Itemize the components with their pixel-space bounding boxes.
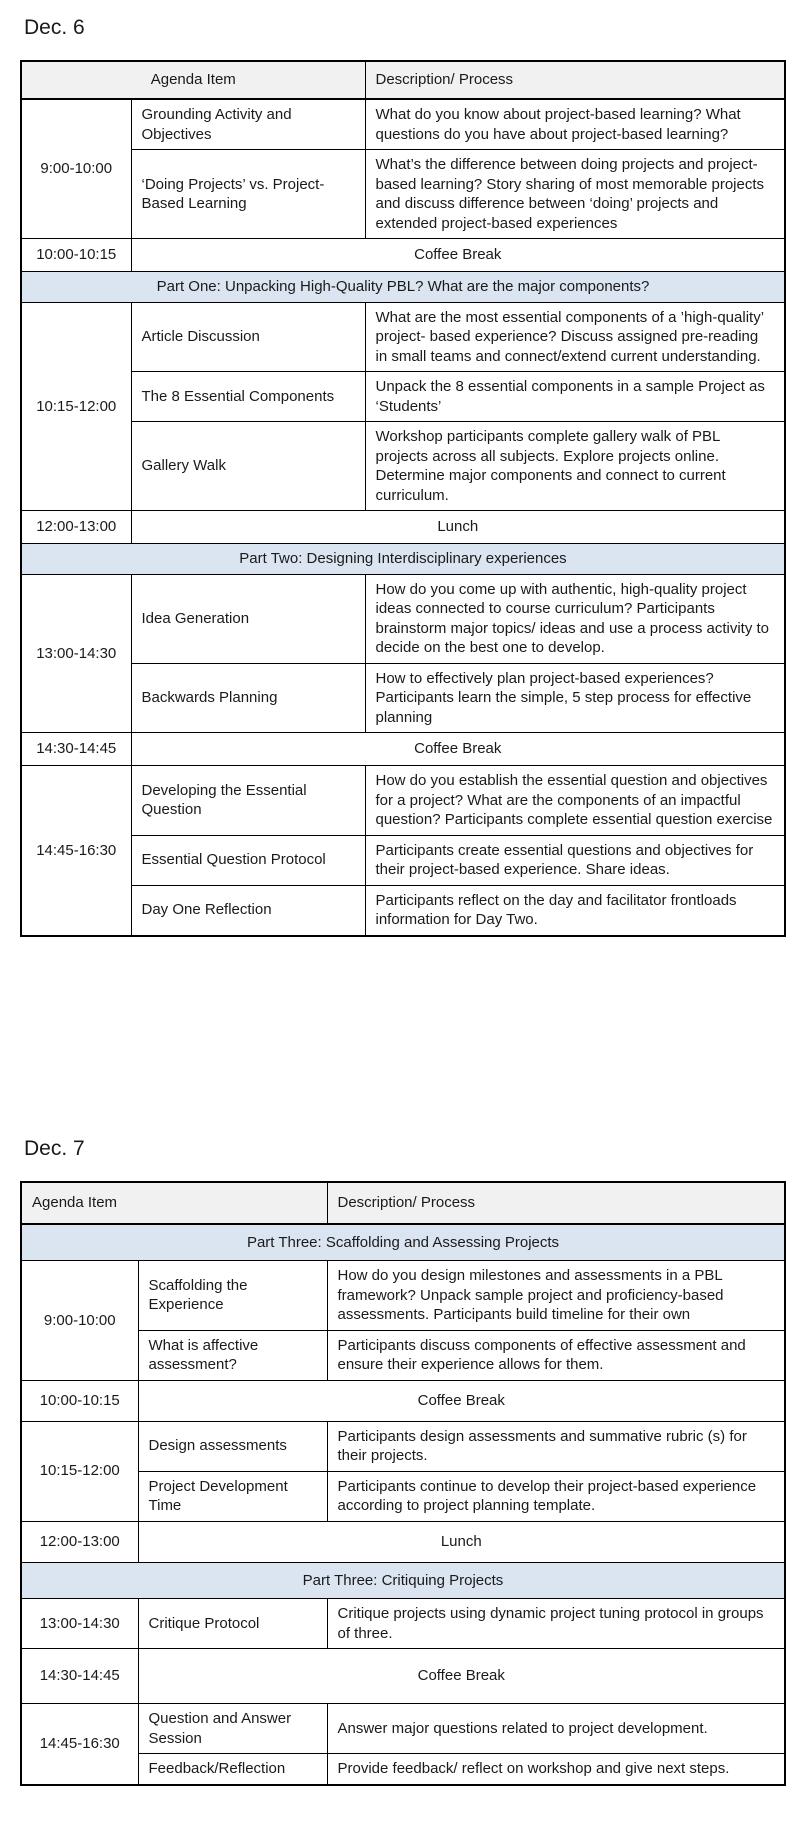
description-cell: What do you know about project-based learning? What questions do you have about project-based learning? bbox=[365, 99, 785, 150]
section-row bbox=[21, 1562, 785, 1599]
day2-agenda-table bbox=[20, 1181, 786, 1786]
table-row bbox=[21, 422, 785, 511]
description-cell: Provide feedback/ reflect on workshop and give next steps. bbox=[327, 1754, 785, 1785]
agenda-item-cell: Essential Question Protocol bbox=[131, 835, 365, 885]
agenda-item-cell: ‘Doing Projects’ vs. Project-Based Learning bbox=[131, 150, 365, 239]
header-cell-description: Description/ Process bbox=[327, 1182, 785, 1224]
description-cell: What are the most essential components of a ’high-quality’ project- based experience? Discuss assigned pre-reading in small teams and connect/extend current understanding. bbox=[365, 302, 785, 372]
table-header-row bbox=[21, 1182, 785, 1224]
table-row bbox=[21, 1261, 785, 1331]
break-row bbox=[21, 239, 785, 272]
description-cell: How to effectively plan project-based experiences? Participants learn the simple, 5 step process for effective planning bbox=[365, 663, 785, 733]
table-row bbox=[21, 885, 785, 936]
time-cell: 10:15-12:00 bbox=[21, 302, 131, 511]
agenda-item-cell: Idea Generation bbox=[131, 574, 365, 663]
break-label-cell: Coffee Break bbox=[131, 733, 785, 766]
time-cell: 10:00-10:15 bbox=[21, 239, 131, 272]
break-row bbox=[21, 733, 785, 766]
day2-title: Dec. 7 bbox=[24, 1136, 85, 1160]
header-cell-description: Description/ Process bbox=[365, 61, 785, 99]
description-cell: Workshop participants complete gallery walk of PBL projects across all subjects. Explore projects online. Determine major components and connect to current curriculum. bbox=[365, 422, 785, 511]
break-label-cell: Coffee Break bbox=[131, 239, 785, 272]
description-cell: What’s the difference between doing projects and project-based learning? Story sharing of most memorable projects and discuss difference between ‘doing’ projects and extended project-based experiences bbox=[365, 150, 785, 239]
table-row bbox=[21, 663, 785, 733]
section-row bbox=[21, 272, 785, 303]
time-cell: 13:00-14:30 bbox=[21, 574, 131, 733]
break-label-cell: Lunch bbox=[131, 511, 785, 544]
agenda-item-cell: Scaffolding the Experience bbox=[138, 1261, 327, 1331]
time-cell: 9:00-10:00 bbox=[21, 1261, 138, 1381]
agenda-item-cell: Day One Reflection bbox=[131, 885, 365, 936]
table-row bbox=[21, 372, 785, 422]
agenda-item-cell: Critique Protocol bbox=[138, 1599, 327, 1649]
section-header-cell: Part Three: Scaffolding and Assessing Projects bbox=[21, 1224, 785, 1261]
time-cell: 14:30-14:45 bbox=[21, 733, 131, 766]
table-row bbox=[21, 574, 785, 663]
description-cell: How do you come up with authentic, high-quality project ideas connected to course curriculum? Participants brainstorm major topics/ ideas and use a process activity to decide on the best one to develop. bbox=[365, 574, 785, 663]
break-label-cell: Coffee Break bbox=[138, 1380, 785, 1421]
description-cell: Participants discuss components of effective assessment and ensure their experience allows for them. bbox=[327, 1330, 785, 1380]
header-cell-agenda: Agenda Item bbox=[21, 61, 365, 99]
time-cell: 14:45-16:30 bbox=[21, 766, 131, 936]
description-cell: Critique projects using dynamic project tuning protocol in groups of three. bbox=[327, 1599, 785, 1649]
section-row bbox=[21, 1224, 785, 1261]
agenda-item-cell: Backwards Planning bbox=[131, 663, 365, 733]
description-cell: Participants create essential questions and objectives for their project-based experience. Share ideas. bbox=[365, 835, 785, 885]
table-row bbox=[21, 1599, 785, 1649]
time-cell: 10:00-10:15 bbox=[21, 1380, 138, 1421]
time-cell: 14:45-16:30 bbox=[21, 1704, 138, 1785]
break-row bbox=[21, 511, 785, 544]
agenda-item-cell: Developing the Essential Question bbox=[131, 766, 365, 836]
time-cell: 12:00-13:00 bbox=[21, 511, 131, 544]
table-row bbox=[21, 766, 785, 836]
time-cell: 14:30-14:45 bbox=[21, 1649, 138, 1704]
time-cell: 9:00-10:00 bbox=[21, 99, 131, 239]
agenda-item-cell: Question and Answer Session bbox=[138, 1704, 327, 1754]
description-cell: How do you design milestones and assessments in a PBL framework? Unpack sample project and proficiency-based assessments. Participants build timeline for their own bbox=[327, 1261, 785, 1331]
table-header-row bbox=[21, 61, 785, 99]
day1-agenda-table bbox=[20, 60, 786, 937]
time-cell: 13:00-14:30 bbox=[21, 1599, 138, 1649]
break-label-cell: Lunch bbox=[138, 1521, 785, 1562]
agenda-item-cell: What is affective assessment? bbox=[138, 1330, 327, 1380]
agenda-item-cell: The 8 Essential Components bbox=[131, 372, 365, 422]
table-row bbox=[21, 150, 785, 239]
day1-title: Dec. 6 bbox=[24, 16, 85, 39]
table-row bbox=[21, 835, 785, 885]
description-cell: Participants continue to develop their project-based experience according to project planning template. bbox=[327, 1471, 785, 1521]
header-cell-agenda: Agenda Item bbox=[21, 1182, 327, 1224]
section-row bbox=[21, 544, 785, 575]
description-cell: Unpack the 8 essential components in a sample Project as ‘Students’ bbox=[365, 372, 785, 422]
agenda-item-cell: Gallery Walk bbox=[131, 422, 365, 511]
description-cell: Participants design assessments and summative rubric (s) for their projects. bbox=[327, 1421, 785, 1471]
break-row bbox=[21, 1380, 785, 1421]
table-row bbox=[21, 1421, 785, 1471]
table-row bbox=[21, 302, 785, 372]
agenda-item-cell: Article Discussion bbox=[131, 302, 365, 372]
time-cell: 12:00-13:00 bbox=[21, 1521, 138, 1562]
agenda-item-cell: Project Development Time bbox=[138, 1471, 327, 1521]
time-cell: 10:15-12:00 bbox=[21, 1421, 138, 1521]
break-label-cell: Coffee Break bbox=[138, 1649, 785, 1704]
description-cell: How do you establish the essential question and objectives for a project? What are the components of an impactful question? Participants complete essential question exercise bbox=[365, 766, 785, 836]
break-row bbox=[21, 1649, 785, 1704]
table-row bbox=[21, 99, 785, 150]
description-cell: Participants reflect on the day and facilitator frontloads information for Day Two. bbox=[365, 885, 785, 936]
description-cell: Answer major questions related to project development. bbox=[327, 1704, 785, 1754]
agenda-item-cell: Design assessments bbox=[138, 1421, 327, 1471]
table-row bbox=[21, 1704, 785, 1754]
section-header-cell: Part One: Unpacking High-Quality PBL? What are the major components? bbox=[21, 272, 785, 303]
agenda-item-cell: Feedback/Reflection bbox=[138, 1754, 327, 1785]
agenda-item-cell: Grounding Activity and Objectives bbox=[131, 99, 365, 150]
break-row bbox=[21, 1521, 785, 1562]
section-gap bbox=[20, 937, 784, 1137]
section-header-cell: Part Two: Designing Interdisciplinary experiences bbox=[21, 544, 785, 575]
section-header-cell: Part Three: Critiquing Projects bbox=[21, 1562, 785, 1599]
